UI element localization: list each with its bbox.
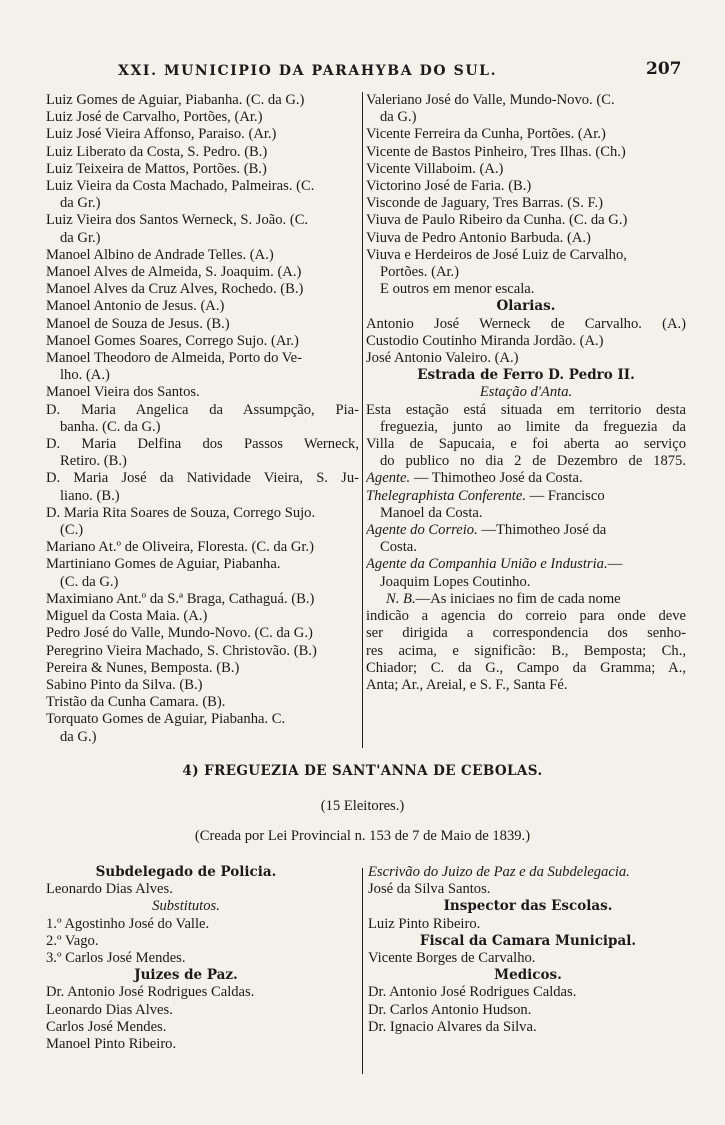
- section-title: 4) FREGUEZIA DE SANT'ANNA DE CEBOLAS.: [182, 763, 543, 779]
- list-item: Martiniano Gomes de Aguiar, Piabanha.: [46, 556, 281, 573]
- list-item: Antonio José Werneck de Carvalho. (A.): [366, 315, 686, 332]
- subdelegado-name: Leonardo Dias Alves.: [46, 881, 173, 898]
- fiscal-heading: Fiscal da Camara Municipal.: [419, 932, 637, 949]
- list-item-cont: (C.): [60, 522, 84, 539]
- page-number: 207: [646, 59, 682, 79]
- companhia-label: Agente da Companhia União e Industria.: [366, 556, 608, 573]
- list-item: Pedro José do Valle, Mundo-Novo. (C. da G.): [46, 625, 313, 642]
- right-column: [366, 92, 686, 694]
- list-item: Viuva de Pedro Antonio Barbuda. (A.): [366, 229, 591, 246]
- list-item: Viuva de Paulo Ribeiro da Cunha. (C. da G.): [366, 212, 628, 229]
- list-item: Tristão da Cunha Camara. (B).: [46, 694, 226, 711]
- column-divider-bottom: [362, 868, 363, 1074]
- escrivao-name: José da Silva Santos.: [368, 881, 491, 898]
- paragraph-line: ser dirigida a correspondencia dos senho-: [366, 625, 686, 642]
- list-item-cont: Portões. (Ar.): [380, 264, 460, 281]
- list-item: Luiz José Vieira Affonso, Paraiso. (Ar.): [46, 126, 277, 143]
- substitutos-heading: Substitutos.: [152, 898, 220, 915]
- list-item: Valeriano José do Valle, Mundo-Novo. (C.: [366, 92, 615, 108]
- list-item: Manoel de Souza de Jesus. (B.): [46, 315, 230, 332]
- paragraph-line: freguezia, junto ao limite da freguezia da: [380, 418, 686, 435]
- eleitores-count: (15 Eleitores.): [320, 798, 405, 814]
- list-item: 3.º Carlos José Mendes.: [46, 950, 186, 967]
- list-item: Custodio Coutinho Miranda Jordão. (A.): [366, 332, 604, 349]
- note-line: E outros em menor escala.: [380, 281, 535, 298]
- list-item: Carlos José Mendes.: [46, 1018, 167, 1035]
- section-heading-olarias: Olarias.: [496, 298, 556, 315]
- list-item: Mariano At.º de Oliveira, Floresta. (C. da Gr.): [46, 539, 314, 556]
- thelegraphista-value: — Francisco: [529, 487, 605, 504]
- list-item: Luiz Gomes de Aguiar, Piabanha. (C. da G.): [46, 92, 305, 108]
- list-item-cont: liano. (B.): [60, 487, 120, 504]
- list-item: Vicente de Bastos Pinheiro, Tres Ilhas. (Ch.): [366, 143, 626, 160]
- inspector-heading: Inspector das Escolas.: [443, 898, 613, 915]
- agente-entry: [366, 470, 686, 487]
- list-item: Manoel Pinto Ribeiro.: [46, 1036, 177, 1053]
- paragraph-line: Anta; Ar., Areial, e S. F., Santa Fé.: [366, 676, 568, 693]
- paragraph-line: Esta estação está situada em territorio desta: [366, 401, 686, 418]
- list-item: Manoel Antonio de Jesus. (A.): [46, 298, 225, 315]
- list-item: Viuva e Herdeiros de José Luiz de Carvalho,: [366, 246, 627, 263]
- correio-label: Agente do Correio.: [366, 522, 478, 539]
- list-item: Luiz Teixeira de Mattos, Portões. (B.): [46, 160, 267, 177]
- left-column: [46, 92, 359, 746]
- list-item: Manoel Albino de Andrade Telles. (A.): [46, 246, 274, 263]
- list-item-cont: Retiro. (B.): [60, 453, 127, 470]
- section-heading-estacao: Estação d'Anta.: [479, 384, 573, 401]
- paragraph-line: Villa de Sapucaia, e foi aberta ao serviço: [366, 436, 686, 453]
- list-item: Dr. Antonio José Rodrigues Caldas.: [46, 984, 255, 1001]
- thelegraphista-label: Thelegraphista Conferente.: [366, 487, 526, 504]
- escrivao-heading: Escrivão do Juizo de Paz e da Subdelegacia.: [368, 864, 630, 880]
- list-item: Luiz Vieira da Costa Machado, Palmeiras. (C.: [46, 178, 315, 195]
- creada-note: (Creada por Lei Provincial n. 153 de 7 de Maio de 1839.): [194, 828, 531, 844]
- nb-entry: [366, 591, 686, 608]
- list-item: D. Maria Rita Soares de Souza, Corrego Sujo.: [46, 504, 316, 521]
- section-header: [0, 763, 725, 845]
- list-item: D. Maria Angelica da Assumpção, Pia-: [46, 401, 359, 418]
- subdelegado-heading: Subdelegado de Policia.: [95, 864, 277, 880]
- list-item: Manoel Gomes Soares, Corrego Sujo. (Ar.): [46, 332, 299, 349]
- paragraph-line: Chiador; C. da G., Campo da Gramma; A.,: [366, 659, 686, 676]
- list-item: Leonardo Dias Alves.: [46, 1001, 173, 1018]
- list-item: Manoel Alves da Cruz Alves, Rochedo. (B.): [46, 281, 304, 298]
- medicos-heading: Medicos.: [494, 967, 562, 984]
- list-item: Luiz José de Carvalho, Portões, (Ar.): [46, 109, 263, 126]
- companhia-entry: [366, 556, 686, 573]
- companhia-dash: —: [607, 556, 623, 573]
- list-item: Dr. Ignacio Alvares da Silva.: [368, 1018, 537, 1035]
- list-item-cont: banha. (C. da G.): [60, 418, 161, 435]
- list-item: Vicente Ferreira da Cunha, Portões. (Ar.): [366, 126, 606, 143]
- list-item: Peregrino Vieira Machado, S. Christovão. (B.): [46, 642, 317, 659]
- correio-entry: [366, 522, 686, 539]
- list-item: Torquato Gomes de Aguiar, Piabanha. C.: [46, 711, 286, 728]
- correio-value: —Thimotheo José da: [481, 522, 607, 539]
- list-item: Luiz Liberato da Costa, S. Pedro. (B.): [46, 143, 268, 160]
- list-item: Vicente Villaboim. (A.): [366, 160, 504, 177]
- list-item: 2.º Vago.: [46, 932, 99, 949]
- thelegraphista-cont: Manoel da Costa.: [380, 504, 483, 521]
- list-item-cont: da G.): [60, 728, 97, 745]
- list-item: 1.º Agostinho José do Valle.: [46, 915, 210, 932]
- list-item: Luiz Vieira dos Santos Werneck, S. João. (C.: [46, 212, 309, 229]
- bottom-left-column: [46, 864, 326, 1053]
- list-item: José Antonio Valeiro. (A.): [366, 350, 519, 367]
- column-divider: [362, 92, 363, 748]
- list-item: Pereira & Nunes, Bemposta. (B.): [46, 659, 240, 676]
- nb-label: N. B.: [386, 590, 416, 607]
- thelegraphista-entry: [366, 488, 686, 505]
- bottom-right-column: [368, 864, 688, 1036]
- correio-cont: Costa.: [380, 539, 417, 556]
- list-item-cont: lho. (A.): [60, 367, 110, 384]
- paragraph-line: do publico no dia 2 de Dezembro de 1875.: [380, 453, 686, 470]
- paragraph-line: res acima, e significão: B., Bemposta; Ch.,: [366, 642, 686, 659]
- list-item: Dr. Carlos Antonio Hudson.: [368, 1001, 532, 1018]
- list-item-cont: da Gr.): [60, 195, 101, 212]
- list-item: Manoel Theodoro de Almeida, Porto do Ve-: [46, 350, 303, 367]
- agente-label: Agente.: [366, 470, 411, 487]
- list-item-cont: (C. da G.): [60, 573, 119, 590]
- list-item: Visconde de Jaguary, Tres Barras. (S. F.): [366, 195, 603, 212]
- list-item: Maximiano Ant.º da S.ª Braga, Cathaguá. (B.): [46, 590, 315, 607]
- fiscal-name: Vicente Borges de Carvalho.: [368, 950, 536, 967]
- section-heading-estrada: Estrada de Ferro D. Pedro II.: [417, 367, 635, 384]
- list-item-cont: da G.): [380, 109, 417, 126]
- juizes-heading: Juizes de Paz.: [134, 967, 238, 984]
- agente-value: — Thimotheo José da Costa.: [413, 470, 583, 487]
- list-item: D. Maria José da Natividade Vieira, S. Ju-: [46, 470, 359, 487]
- list-item: Sabino Pinto da Silva. (B.): [46, 676, 203, 693]
- page-header: [0, 61, 725, 83]
- nb-text: —As iniciaes no fim de cada nome: [415, 590, 621, 607]
- list-item: Manoel Alves de Almeida, S. Joaquim. (A.): [46, 264, 302, 281]
- list-item: Miguel da Costa Maia. (A.): [46, 608, 208, 625]
- inspector-name: Luiz Pinto Ribeiro.: [368, 915, 481, 932]
- list-item: Manoel Vieira dos Santos.: [46, 384, 200, 401]
- companhia-cont: Joaquim Lopes Coutinho.: [380, 573, 531, 590]
- list-item: Dr. Antonio José Rodrigues Caldas.: [368, 984, 577, 1001]
- list-item: D. Maria Delfina dos Passos Werneck,: [46, 436, 359, 453]
- list-item: Victorino José de Faria. (B.): [366, 178, 532, 195]
- list-item-cont: da Gr.): [60, 229, 101, 246]
- paragraph-line: indicão a agencia do correio para onde deve: [366, 608, 686, 625]
- page-title: XXI. MUNICIPIO DA PARAHYBA DO SUL.: [118, 63, 498, 79]
